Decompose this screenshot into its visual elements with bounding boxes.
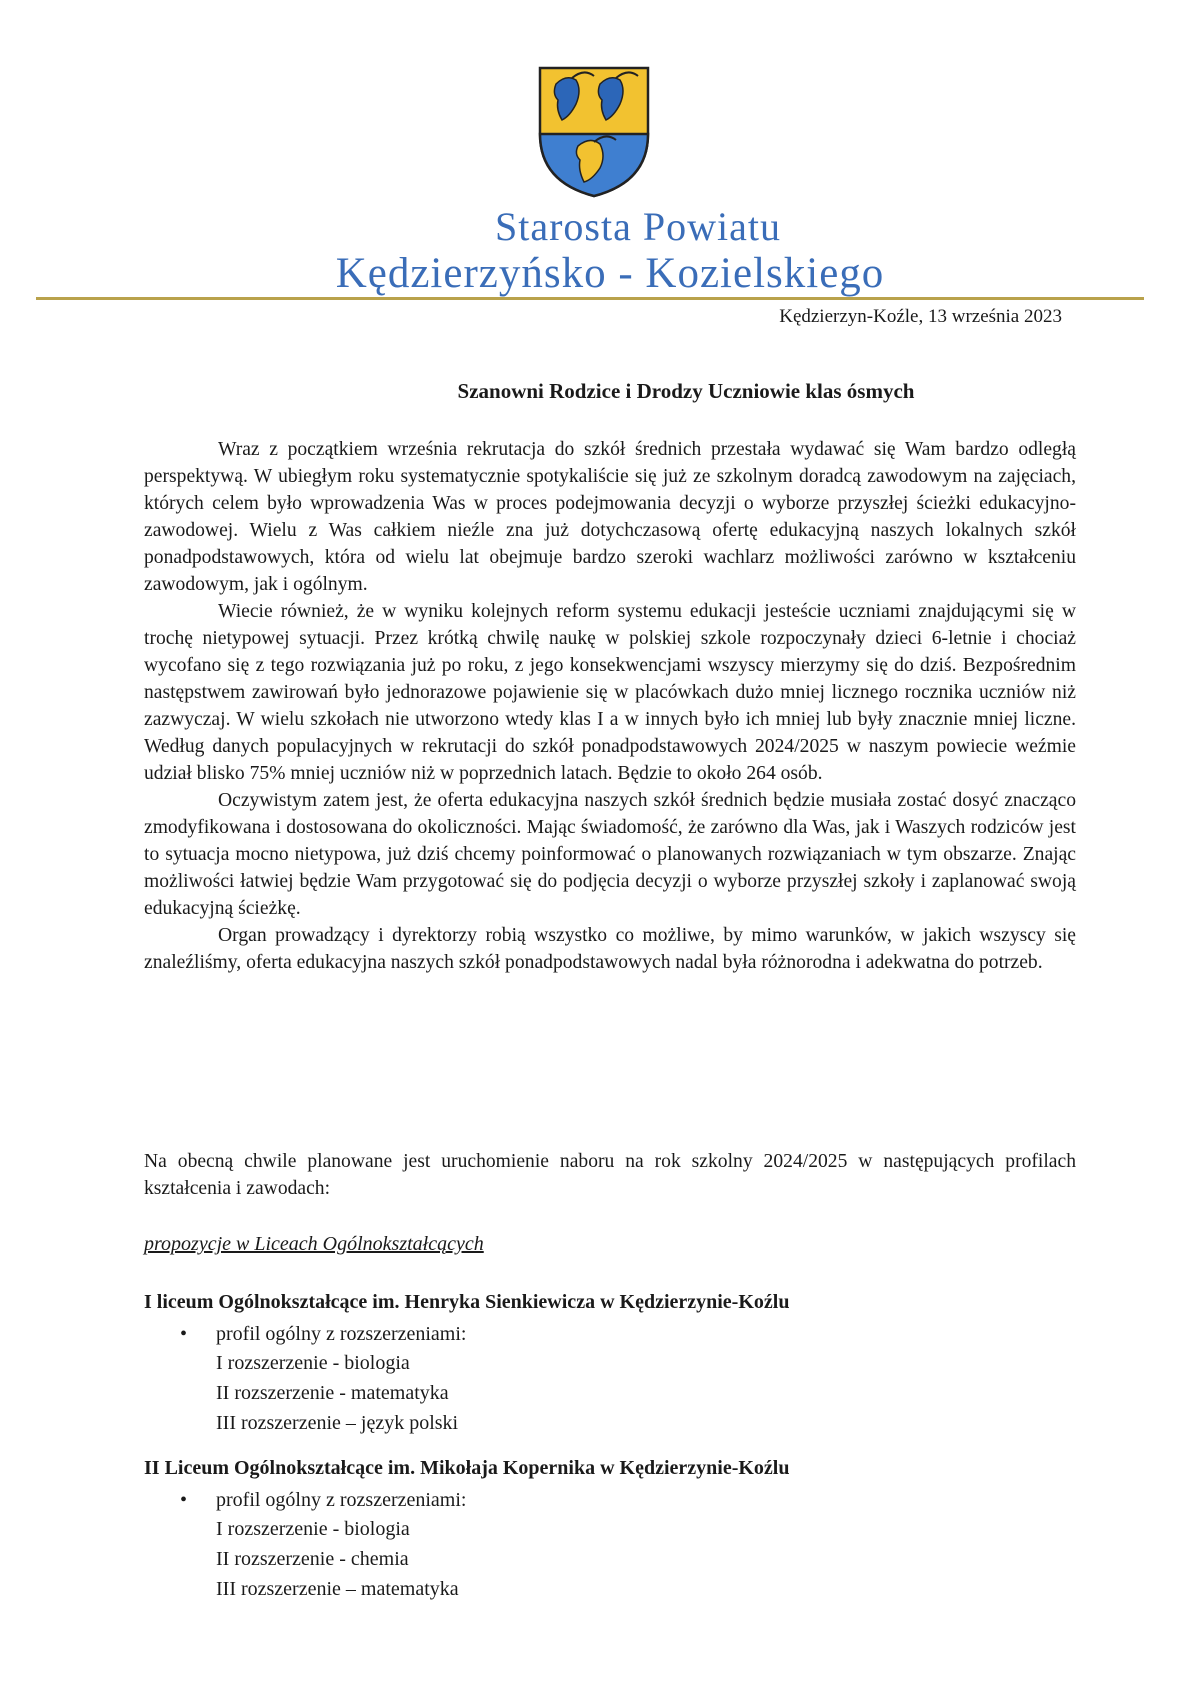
school-entry (144, 1454, 1104, 1604)
letter-body (144, 436, 1076, 976)
letter-date: Kędzierzyn-Koźle, 13 września 2023 (779, 306, 1062, 327)
extension-item: II rozszerzenie - chemia (216, 1548, 409, 1570)
issuer-title-line2: Kędzierzyńsko - Kozielskiego (335, 250, 885, 297)
extension-item: III rozszerzenie – język polski (216, 1412, 459, 1434)
extension-item: I rozszerzenie - biologia (216, 1352, 410, 1374)
header-divider (36, 297, 1144, 300)
paragraph: Oczywistym zatem jest, że oferta edukacyjna naszych szkół średnich będzie musiała zostać dosyć znacząco zmodyfikowana i dostosowana do okoliczności. Mając świadomość, że zarówno dla Was, jak i Waszych rodziców jest to sytuacja mocno nietypowa, już dziś chcemy poinformować o planowanych rozwiązaniach w tym obszarze. Znając możliwości łatwiej będzie Wam przygotować się do podjęcia decyzji o wyborze przyszłej szkoły i zaplanować swoją edukacyjną ścieżkę. (144, 790, 1076, 919)
school-name: I liceum Ogólnokształcące im. Henryka Sienkiewicza w Kędzierzynie-Koźlu (144, 1291, 790, 1313)
paragraph: Organ prowadzący i dyrektorzy robią wszystko co możliwe, by mimo warunków, w jakich wszyscy się znaleźliśmy, oferta edukacyjna naszych szkół ponadpodstawowych nadal była różnorodna i adekwatna do potrzeb. (144, 925, 1076, 973)
profile-item (216, 1320, 1104, 1438)
paragraph: Na obecną chwile planowane jest uruchomienie naboru na rok szkolny 2024/2025 w następujących profilach kształcenia i zawodach: (144, 1151, 1076, 1199)
extension-item: I rozszerzenie - biologia (216, 1518, 410, 1540)
profile-list (144, 1486, 1104, 1604)
profile-label: • profil ogólny z rozszerzeniami: (216, 1323, 467, 1345)
extension-item: II rozszerzenie - matematyka (216, 1382, 449, 1404)
letter-heading: Szanowni Rodzice i Drodzy Uczniowie klas ósmych (457, 379, 915, 403)
paragraph: Wiecie również, że w wyniku kolejnych reform systemu edukacji jesteście uczniami znajdującymi się w trochę nietypowej sytuacji. Przez krótką chwilę naukę w polskiej szkole rozpoczynały dzieci 6-letnie i chociaż wycofano się z tego rozwiązania już po roku, z jego konsekwencjami wszyscy mierzymy się do dziś. Bezpośrednim następstwem zawirowań było jednorazowe pojawienie się w placówkach dużo mniej licznego rocznika uczniów niż zazwyczaj. W wielu szkołach nie utworzono wtedy klas I a w innych było ich mniej lub były znacznie mniej liczne. Według danych populacyjnych w rekrutacji do szkół ponadpodstawowych 2024/2025 w naszym powiecie weźmie udział blisko 75% mniej uczniów niż w poprzednich latach. Będzie to około 264 osób. (144, 601, 1076, 784)
offer-intro (144, 1148, 1076, 1202)
school-name: II Liceum Ogólnokształcące im. Mikołaja Kopernika w Kędzierzynie-Koźlu (144, 1457, 790, 1479)
profile-label: • profil ogólny z rozszerzeniami: (216, 1489, 467, 1511)
section-title: propozycje w Liceach Ogólnokształcących (144, 1233, 484, 1255)
school-entry (144, 1288, 1104, 1438)
paragraph: Wraz z początkiem września rekrutacja do szkół średnich przestała wydawać się Wam bardzo odległą perspektywą. W ubiegłym roku systematycznie spotykaliście się już ze szkolnym doradcą zawodowym na zajęciach, których celem było wprowadzenia Was w proces podejmowania decyzji o wyborze przyszłej ścieżki edukacyjno-zawodowej. Wielu z Was całkiem nieźle zna już dotychczasową ofertę edukacyjną naszych lokalnych szkół ponadpodstawowych, która od wielu lat obejmuje bardzo szeroki wachlarz możliwości zarówno w kształceniu zawodowym, jak i ogólnym. (144, 439, 1076, 595)
extension-item: III rozszerzenie – matematyka (216, 1578, 459, 1600)
coat-of-arms-icon (536, 64, 652, 200)
profile-list (144, 1320, 1104, 1438)
profile-item (216, 1486, 1104, 1604)
issuer-title-line1: Starosta Powiatu (495, 204, 781, 249)
